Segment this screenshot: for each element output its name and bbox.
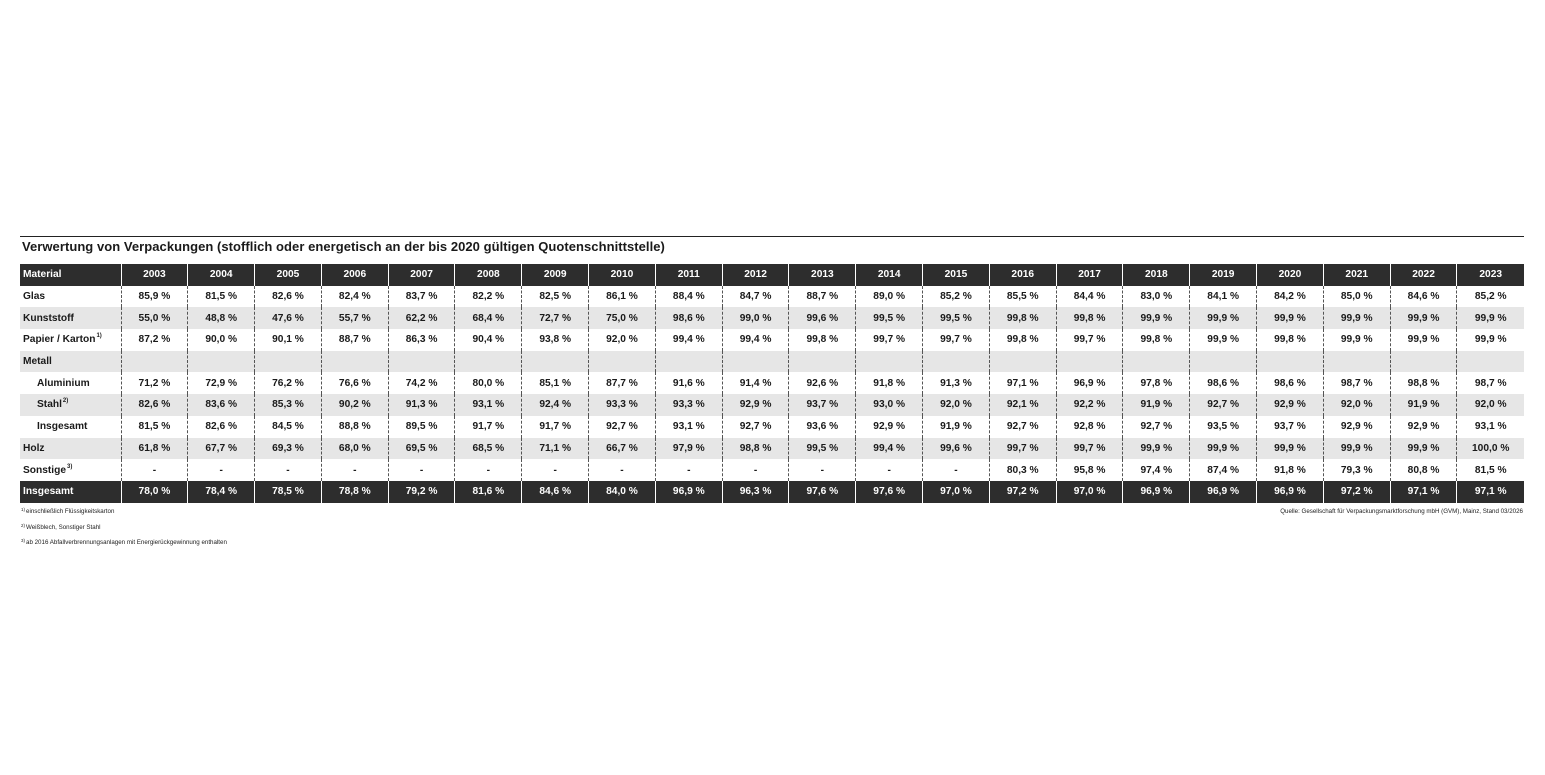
table-cell: 90,4 % xyxy=(455,329,522,351)
table-cell: 99,4 % xyxy=(655,329,722,351)
table-cell: 98,6 % xyxy=(655,307,722,329)
table-cell: 91,9 % xyxy=(1390,394,1457,416)
table-cell: 87,7 % xyxy=(589,372,656,394)
header-year: 2005 xyxy=(255,264,322,286)
table-cell: 71,2 % xyxy=(121,372,188,394)
table-cell: 92,8 % xyxy=(1056,416,1123,438)
table-cell: 91,6 % xyxy=(655,372,722,394)
table-cell: 84,6 % xyxy=(522,481,589,503)
table-cell: - xyxy=(522,459,589,481)
table-cell: 99,8 % xyxy=(989,307,1056,329)
table-cell: 97,1 % xyxy=(1390,481,1457,503)
table-cell: - xyxy=(722,459,789,481)
table-cell: 83,7 % xyxy=(388,286,455,308)
row-label-text: Glas xyxy=(23,291,46,303)
header-year: 2016 xyxy=(989,264,1056,286)
table-cell: 96,3 % xyxy=(722,481,789,503)
table-cell: 99,5 % xyxy=(856,307,923,329)
table-row xyxy=(20,329,1524,351)
footnote-text: einschließlich Flüssigkeitskarton xyxy=(26,508,115,515)
table-cell: 85,5 % xyxy=(989,286,1056,308)
row-label xyxy=(20,307,121,329)
table-cell: 85,2 % xyxy=(923,286,990,308)
table-cell: 97,0 % xyxy=(923,481,990,503)
table-cell: 92,0 % xyxy=(589,329,656,351)
table-cell: 92,9 % xyxy=(1257,394,1324,416)
table-cell: 97,2 % xyxy=(1323,481,1390,503)
table-cell: 88,7 % xyxy=(789,286,856,308)
table-row xyxy=(20,372,1524,394)
table-cell: 66,7 % xyxy=(589,438,656,460)
table-cell: 92,6 % xyxy=(789,372,856,394)
header-year: 2009 xyxy=(522,264,589,286)
table-cell: 98,8 % xyxy=(722,438,789,460)
table-cell: 96,9 % xyxy=(655,481,722,503)
table-cell: 99,9 % xyxy=(1123,307,1190,329)
footnote-mark: 3) xyxy=(21,538,26,543)
table-cell: 76,6 % xyxy=(321,372,388,394)
row-label xyxy=(20,351,121,373)
table-cell: 81,6 % xyxy=(455,481,522,503)
table-cell: 99,8 % xyxy=(1056,307,1123,329)
footnote-2 xyxy=(21,524,101,531)
row-label xyxy=(20,438,121,460)
table-cell: 91,8 % xyxy=(856,372,923,394)
table-cell: 92,7 % xyxy=(589,416,656,438)
footnote-mark: 1) xyxy=(21,507,26,512)
table-cell: 93,1 % xyxy=(1457,416,1524,438)
table-cell: 68,5 % xyxy=(455,438,522,460)
table-cell: 93,7 % xyxy=(789,394,856,416)
table-cell: 88,4 % xyxy=(655,286,722,308)
table-cell: 92,7 % xyxy=(722,416,789,438)
row-label xyxy=(20,372,121,394)
header-year: 2018 xyxy=(1123,264,1190,286)
table-cell: - xyxy=(121,459,188,481)
table-cell: - xyxy=(255,459,322,481)
table-cell: 99,7 % xyxy=(1056,438,1123,460)
table-cell xyxy=(188,351,255,373)
table-cell: 98,6 % xyxy=(1190,372,1257,394)
table-cell: 99,9 % xyxy=(1390,307,1457,329)
table-cell: 68,4 % xyxy=(455,307,522,329)
table-cell: 72,9 % xyxy=(188,372,255,394)
row-label xyxy=(20,394,121,416)
table-cell: 80,3 % xyxy=(989,459,1056,481)
table-cell: 99,9 % xyxy=(1323,438,1390,460)
table-cell: 86,3 % xyxy=(388,329,455,351)
top-rule xyxy=(20,236,1524,237)
table-cell: - xyxy=(655,459,722,481)
table-cell: 89,5 % xyxy=(388,416,455,438)
table-cell: 99,7 % xyxy=(856,329,923,351)
table-cell: 97,6 % xyxy=(789,481,856,503)
table-cell: 92,9 % xyxy=(722,394,789,416)
total-row xyxy=(20,481,1524,503)
table-cell: 61,8 % xyxy=(121,438,188,460)
header-year: 2013 xyxy=(789,264,856,286)
table-cell: 71,1 % xyxy=(522,438,589,460)
table-cell: 85,0 % xyxy=(1323,286,1390,308)
row-label xyxy=(20,329,121,351)
table-cell: 99,8 % xyxy=(1123,329,1190,351)
table-cell: 93,6 % xyxy=(789,416,856,438)
table-cell: 79,3 % xyxy=(1323,459,1390,481)
footnote-1 xyxy=(21,508,114,515)
table-cell xyxy=(923,351,990,373)
table-cell: 93,8 % xyxy=(522,329,589,351)
table-cell: 92,2 % xyxy=(1056,394,1123,416)
table-cell: - xyxy=(589,459,656,481)
header-year: 2010 xyxy=(589,264,656,286)
table-cell: 99,8 % xyxy=(989,329,1056,351)
source-note: Quelle: Gesellschaft für Verpackungsmarktforschung mbH (GVM), Mainz, Stand 03/2026 xyxy=(1280,508,1523,515)
table-cell: 99,9 % xyxy=(1123,438,1190,460)
table-cell: 82,6 % xyxy=(121,394,188,416)
table-cell: - xyxy=(321,459,388,481)
table-cell: 97,8 % xyxy=(1123,372,1190,394)
header-year: 2021 xyxy=(1323,264,1390,286)
table-cell xyxy=(789,351,856,373)
table-cell xyxy=(989,351,1056,373)
table-cell: 95,8 % xyxy=(1056,459,1123,481)
table-cell: 96,9 % xyxy=(1123,481,1190,503)
table-cell: - xyxy=(388,459,455,481)
table-cell: 97,1 % xyxy=(1457,481,1524,503)
table-cell xyxy=(856,351,923,373)
table-cell: 81,5 % xyxy=(1457,459,1524,481)
table-cell: 84,2 % xyxy=(1257,286,1324,308)
table-cell: 88,7 % xyxy=(321,329,388,351)
table-cell: 99,8 % xyxy=(789,329,856,351)
header-year: 2008 xyxy=(455,264,522,286)
header-material: Material xyxy=(20,264,121,286)
footnote-text: Weißblech, Sonstiger Stahl xyxy=(26,524,101,531)
table-cell: 90,1 % xyxy=(255,329,322,351)
table-body xyxy=(20,286,1524,503)
header-year: 2014 xyxy=(856,264,923,286)
table-row xyxy=(20,286,1524,308)
table-cell: 92,9 % xyxy=(1323,416,1390,438)
table-cell: 99,0 % xyxy=(722,307,789,329)
row-label-text: Sonstige xyxy=(23,464,67,476)
table-cell: 91,7 % xyxy=(522,416,589,438)
table-cell: 97,0 % xyxy=(1056,481,1123,503)
table-cell: 99,9 % xyxy=(1257,307,1324,329)
table-cell xyxy=(321,351,388,373)
table-cell: 84,0 % xyxy=(589,481,656,503)
table-cell: - xyxy=(856,459,923,481)
footnote-3 xyxy=(21,539,227,546)
table-cell xyxy=(388,351,455,373)
table-cell xyxy=(1056,351,1123,373)
table-cell xyxy=(1323,351,1390,373)
table-cell: 78,0 % xyxy=(121,481,188,503)
table-cell: 85,1 % xyxy=(522,372,589,394)
table-cell: 84,4 % xyxy=(1056,286,1123,308)
table-cell: 78,4 % xyxy=(188,481,255,503)
table-row xyxy=(20,394,1524,416)
header-year: 2006 xyxy=(321,264,388,286)
table-cell: 82,6 % xyxy=(188,416,255,438)
table-cell: 99,7 % xyxy=(923,329,990,351)
table-cell: 48,8 % xyxy=(188,307,255,329)
table-cell: 96,9 % xyxy=(1257,481,1324,503)
table-cell: 91,3 % xyxy=(923,372,990,394)
table-cell: 92,7 % xyxy=(1123,416,1190,438)
header-year: 2015 xyxy=(923,264,990,286)
table-cell: 99,9 % xyxy=(1257,438,1324,460)
table-cell: 90,2 % xyxy=(321,394,388,416)
table-cell: 98,6 % xyxy=(1257,372,1324,394)
table-cell xyxy=(121,351,188,373)
table-cell: 99,8 % xyxy=(1257,329,1324,351)
table-cell: 55,7 % xyxy=(321,307,388,329)
table-cell: 89,0 % xyxy=(856,286,923,308)
table-cell: 72,7 % xyxy=(522,307,589,329)
table-cell: 99,9 % xyxy=(1190,329,1257,351)
table-cell: 97,9 % xyxy=(655,438,722,460)
table-cell: - xyxy=(923,459,990,481)
footnote-mark: 2) xyxy=(21,523,26,528)
table-cell: 92,9 % xyxy=(856,416,923,438)
header-year: 2003 xyxy=(121,264,188,286)
footnote-text: ab 2016 Abfallverbrennungsanlagen mit Energierückgewinnung enthalten xyxy=(26,539,227,546)
table-cell: 92,4 % xyxy=(522,394,589,416)
table-cell: 76,2 % xyxy=(255,372,322,394)
table-cell: 96,9 % xyxy=(1056,372,1123,394)
table-cell: - xyxy=(789,459,856,481)
table-cell xyxy=(655,351,722,373)
table-cell: 99,9 % xyxy=(1323,329,1390,351)
row-label xyxy=(20,286,121,308)
table-cell: 93,7 % xyxy=(1257,416,1324,438)
table-cell: 78,8 % xyxy=(321,481,388,503)
table-cell: 81,5 % xyxy=(188,286,255,308)
table-cell xyxy=(1123,351,1190,373)
table-cell: 99,7 % xyxy=(1056,329,1123,351)
table-cell: 93,3 % xyxy=(655,394,722,416)
table-cell: 91,8 % xyxy=(1257,459,1324,481)
table-cell xyxy=(455,351,522,373)
table-cell: 85,9 % xyxy=(121,286,188,308)
table-cell: - xyxy=(188,459,255,481)
table-cell xyxy=(522,351,589,373)
row-label-text: Metall xyxy=(23,356,52,368)
row-label-text: Insgesamt xyxy=(23,486,74,498)
header-year: 2017 xyxy=(1056,264,1123,286)
table-cell xyxy=(1457,351,1524,373)
header-year: 2012 xyxy=(722,264,789,286)
table-cell: 92,0 % xyxy=(923,394,990,416)
table-cell: 99,9 % xyxy=(1390,329,1457,351)
table-cell: 91,9 % xyxy=(1123,394,1190,416)
table-cell: 80,8 % xyxy=(1390,459,1457,481)
table-row xyxy=(20,307,1524,329)
table-cell xyxy=(589,351,656,373)
table-cell: 99,5 % xyxy=(789,438,856,460)
table-cell: 83,0 % xyxy=(1123,286,1190,308)
recycling-table xyxy=(20,264,1524,503)
table-cell: - xyxy=(455,459,522,481)
header-year: 2020 xyxy=(1257,264,1324,286)
row-label-text: Aluminium xyxy=(37,377,90,389)
table-cell: 92,7 % xyxy=(1190,394,1257,416)
table-cell: 91,3 % xyxy=(388,394,455,416)
header-year: 2022 xyxy=(1390,264,1457,286)
table-cell: 91,4 % xyxy=(722,372,789,394)
footnote-ref: 1) xyxy=(96,333,102,340)
table-cell: 97,2 % xyxy=(989,481,1056,503)
table-cell: 86,1 % xyxy=(589,286,656,308)
table-cell: 85,2 % xyxy=(1457,286,1524,308)
table-cell: 74,2 % xyxy=(388,372,455,394)
table-cell: 92,7 % xyxy=(989,416,1056,438)
table-cell: 62,2 % xyxy=(388,307,455,329)
table-cell: 99,5 % xyxy=(923,307,990,329)
table-cell: 93,1 % xyxy=(655,416,722,438)
table-title: Verwertung von Verpackungen (stofflich oder energetisch an der bis 2020 gültigen Quotenschnittstelle) xyxy=(22,239,665,254)
table-cell: 98,8 % xyxy=(1390,372,1457,394)
table-cell: 99,7 % xyxy=(989,438,1056,460)
table-cell: 80,0 % xyxy=(455,372,522,394)
table-cell: 82,4 % xyxy=(321,286,388,308)
table-row xyxy=(20,459,1524,481)
table-cell: 92,0 % xyxy=(1457,394,1524,416)
table-cell xyxy=(722,351,789,373)
table-cell: 91,7 % xyxy=(455,416,522,438)
row-label-text: Stahl xyxy=(37,399,62,411)
table-cell: 84,5 % xyxy=(255,416,322,438)
table-cell: 93,0 % xyxy=(856,394,923,416)
row-label-text: Holz xyxy=(23,442,45,454)
table-cell: 69,5 % xyxy=(388,438,455,460)
table-cell: 79,2 % xyxy=(388,481,455,503)
table-cell: 84,6 % xyxy=(1390,286,1457,308)
row-label xyxy=(20,481,121,503)
table-cell: 92,1 % xyxy=(989,394,1056,416)
table-cell: 92,9 % xyxy=(1390,416,1457,438)
table-cell: 99,9 % xyxy=(1457,307,1524,329)
table-cell: 93,5 % xyxy=(1190,416,1257,438)
table-cell: 97,6 % xyxy=(856,481,923,503)
table-cell: 99,9 % xyxy=(1457,329,1524,351)
table-cell: 82,2 % xyxy=(455,286,522,308)
table-cell: 67,7 % xyxy=(188,438,255,460)
row-label xyxy=(20,416,121,438)
table-cell: 91,9 % xyxy=(923,416,990,438)
table-cell: 99,4 % xyxy=(856,438,923,460)
table-cell: 82,6 % xyxy=(255,286,322,308)
header-year: 2019 xyxy=(1190,264,1257,286)
table-cell: 100,0 % xyxy=(1457,438,1524,460)
table-cell: 84,1 % xyxy=(1190,286,1257,308)
table-row xyxy=(20,438,1524,460)
table-cell: 47,6 % xyxy=(255,307,322,329)
row-label-text: Kunststoff xyxy=(23,312,74,324)
row-label-text: Insgesamt xyxy=(37,421,88,433)
footnote-ref: 2) xyxy=(62,398,69,405)
table-cell: 69,3 % xyxy=(255,438,322,460)
table-row xyxy=(20,351,1524,373)
footnote-ref: 3) xyxy=(67,463,73,470)
table-cell: 92,0 % xyxy=(1323,394,1390,416)
table-cell: 99,4 % xyxy=(722,329,789,351)
table-cell xyxy=(1390,351,1457,373)
header-year: 2011 xyxy=(655,264,722,286)
row-label xyxy=(20,459,121,481)
table-cell: 85,3 % xyxy=(255,394,322,416)
table-cell: 97,4 % xyxy=(1123,459,1190,481)
table-cell xyxy=(1190,351,1257,373)
row-label-text: Papier / Karton xyxy=(23,334,96,346)
table-cell: 99,9 % xyxy=(1390,438,1457,460)
header-year: 2007 xyxy=(388,264,455,286)
table-cell: 87,2 % xyxy=(121,329,188,351)
table-cell: 55,0 % xyxy=(121,307,188,329)
table-cell: 99,9 % xyxy=(1190,307,1257,329)
table-cell: 96,9 % xyxy=(1190,481,1257,503)
table-cell: 98,7 % xyxy=(1323,372,1390,394)
table-cell: 90,0 % xyxy=(188,329,255,351)
table-cell: 82,5 % xyxy=(522,286,589,308)
table-cell: 88,8 % xyxy=(321,416,388,438)
table-cell xyxy=(255,351,322,373)
table-cell: 81,5 % xyxy=(121,416,188,438)
header-row xyxy=(20,264,1524,286)
header-year: 2004 xyxy=(188,264,255,286)
table-cell: 93,3 % xyxy=(589,394,656,416)
table-cell xyxy=(1257,351,1324,373)
table-cell: 84,7 % xyxy=(722,286,789,308)
table-cell: 97,1 % xyxy=(989,372,1056,394)
table-cell: 87,4 % xyxy=(1190,459,1257,481)
table-cell: 83,6 % xyxy=(188,394,255,416)
header-year: 2023 xyxy=(1457,264,1524,286)
table-cell: 99,6 % xyxy=(923,438,990,460)
table-cell: 68,0 % xyxy=(321,438,388,460)
table-row xyxy=(20,416,1524,438)
table-cell: 98,7 % xyxy=(1457,372,1524,394)
table-cell: 99,6 % xyxy=(789,307,856,329)
table-cell: 75,0 % xyxy=(589,307,656,329)
table-cell: 93,1 % xyxy=(455,394,522,416)
table-cell: 99,9 % xyxy=(1323,307,1390,329)
table-cell: 99,9 % xyxy=(1190,438,1257,460)
table-cell: 78,5 % xyxy=(255,481,322,503)
